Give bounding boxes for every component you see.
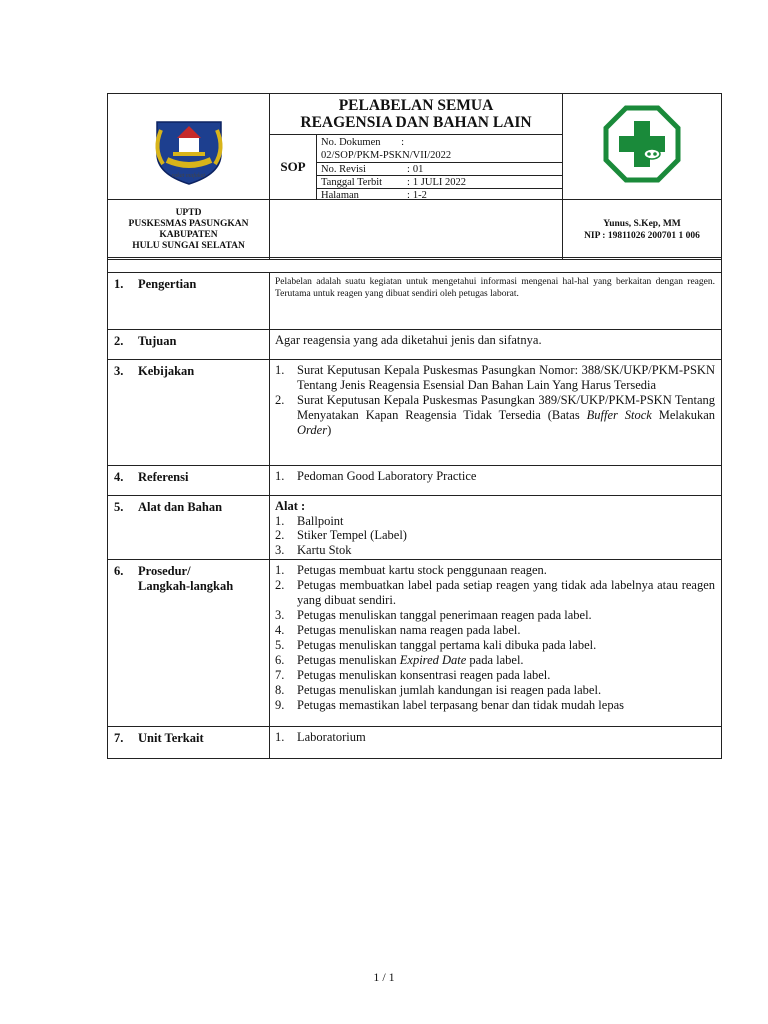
list-item: 3. Kartu Stok: [275, 542, 352, 557]
alat-heading: Alat :: [275, 499, 306, 513]
section-label: Referensi: [138, 470, 189, 484]
spacer-row: [108, 258, 722, 273]
meta-page-label: Halaman: [321, 190, 359, 201]
section-referensi: 4. Referensi 1. Pedoman Good Laboratory Practice: [108, 466, 722, 496]
meta-page-value: 1-2: [412, 190, 427, 201]
page-number: 1 / 1: [373, 970, 395, 984]
meta-doc-label: No. Dokumen: [321, 137, 381, 148]
section-alat-bahan: 5. Alat dan Bahan Alat : 1. Ballpoint 2. Stiker Tempel (Label) 3. Kartu Stok: [108, 496, 722, 560]
section-label: Prosedur/: [138, 564, 191, 578]
list-item: 3. Petugas menuliskan tanggal penerimaan reagen pada label.: [275, 608, 592, 622]
list-item: 2. Surat Keputusan Kepala Puskesmas Pasungkan 389/SK/UKP/PKM-PSKN Tentang Menyatakan Kapan Reagensia Tidak Tersedia (Batas Buffer Stock Melakukan Order): [275, 393, 715, 437]
section-kebijakan: 3. Kebijakan 1. Surat Keputusan Kepala Puskesmas Pasungkan Nomor: 388/SK/UKP/PKM-PSKN Tentang Jenis Reagensia Esensial Dan Bahan Lain Yang Harus Tersedia 2. Surat Keputusan Kepala Puskesmas Pasungkan 389/SK/UKP/PKM-PSKN Tentang Menyatakan Kapan Reagensia Tidak Tersedia (Batas Buffer Stock Melakukan Order): [108, 360, 722, 466]
signatory-name: Yunus, S.Kep, MM: [603, 218, 681, 229]
list-item: 8. Petugas menuliskan jumlah kandungan isi reagen pada label.: [275, 683, 602, 697]
list-item: 6. Petugas menuliskan Expired Date pada label.: [275, 653, 524, 667]
section-label: Pengertian: [138, 277, 197, 291]
list-item: 1. Ballpoint: [275, 513, 344, 528]
section-pengertian: 1. Pengertian Pelabelan adalah suatu kegiatan untuk mengetahui informasi mengenai hal-hal yang berkaitan dengan reagen. Terutama untuk reagen yang dibuat sendiri oleh petugas laborat.: [108, 273, 722, 330]
section-unit-terkait: 7. Unit Terkait 1. Laboratorium: [108, 727, 722, 759]
list-item: 9. Petugas memastikan label terpasang benar dan tidak mudah lepas: [275, 698, 624, 712]
pengertian-text: Pelabelan adalah suatu kegiatan untuk mengetahui informasi mengenai hal-hal yang berkaitan dengan reagen. Terutama untuk reagen yang dibuat sendiri oleh petugas laborat.: [270, 273, 722, 330]
signatory-block: [563, 200, 722, 260]
sop-content-table: [107, 257, 722, 759]
list-item: 1. Surat Keputusan Kepala Puskesmas Pasungkan Nomor: 388/SK/UKP/PKM-PSKN Tentang Jenis Reagensia Esensial Dan Bahan Lain Yang Harus Tersedia: [275, 363, 715, 392]
section-label: Kebijakan: [138, 364, 195, 378]
document-meta: No. Dokumen : 02/SOP/PKM-PSKN/VII/2022 No. Revisi : 01 Tanggal Terbit : 1 JULI 2022 Halaman : 1-2: [317, 135, 562, 199]
meta-doc-value: 02/SOP/PKM-PSKN/VII/2022: [321, 150, 452, 161]
organization-name: UPTD PUSKESMAS PASUNGKAN KABUPATEN HULU SUNGAI SELATAN: [108, 200, 270, 260]
emblem-motto: rakat mufakat: [171, 173, 206, 179]
empty-header-cell: [270, 200, 563, 260]
meta-revision-label: No. Revisi: [321, 164, 366, 175]
meta-date-label: Tanggal Terbit: [321, 177, 383, 188]
meta-date-value: 1 JULI 2022: [412, 177, 467, 188]
document-title-line1: PELABELAN SEMUA: [338, 97, 494, 114]
title-and-meta-cell: [270, 94, 563, 200]
section-prosedur: 6. Prosedur/ Langkah-langkah 1. Petugas membuat kartu stock penggunaan reagen. 2. Petugas membuatkan label pada setiap reagen yang tidak ada labelnya atau reagen yang dibuat sendiri. 3. Petugas menuliskan tanggal penerimaan reagen pada label. 4. Petugas menuliskan nama reagen pada label. 5. Petugas menuliskan tanggal pertama kali dibuka pada label. 6. Petugas menuliskan Expired Date pada label. 7. Petugas menuliskan konsentrasi reagen pada label. 8. Petugas menuliskan jumlah kandungan isi reagen pada label. 9. Petugas memastikan label terpasang benar dan tidak mudah lepas: [108, 560, 722, 727]
meta-revision-value: 01: [412, 164, 424, 175]
sop-label: SOP: [270, 135, 317, 199]
list-item: 4. Petugas menuliskan nama reagen pada label.: [275, 623, 521, 637]
puskesmas-logo-cell: [563, 94, 722, 200]
signatory-nip: NIP : 19811026 200701 1 006: [584, 230, 700, 241]
list-item: 1. Pedoman Good Laboratory Practice: [275, 469, 477, 483]
section-label: Alat dan Bahan: [138, 500, 223, 514]
list-item: 1. Petugas membuat kartu stock penggunaan reagen.: [275, 563, 547, 577]
list-item: 2. Petugas membuatkan label pada setiap reagen yang tidak ada labelnya atau reagen yang dibuat sendiri.: [275, 578, 715, 607]
puskesmas-logo-icon: [603, 105, 681, 183]
list-item: 2. Stiker Tempel (Label): [275, 528, 407, 542]
section-tujuan: 2. Tujuan Agar reagensia yang ada diketahui jenis dan sifatnya.: [108, 330, 722, 360]
list-item: 5. Petugas menuliskan tanggal pertama kali dibuka pada label.: [275, 638, 597, 652]
list-item: 7. Petugas menuliskan konsentrasi reagen pada label.: [275, 668, 551, 682]
section-label: Unit Terkait: [138, 731, 204, 745]
tujuan-text: Agar reagensia yang ada diketahui jenis dan sifatnya.: [270, 330, 722, 360]
list-item: 1. Laboratorium: [275, 730, 366, 744]
sop-header-table: [107, 93, 722, 260]
document-title-line2: REAGENSIA DAN BAHAN LAIN: [300, 114, 532, 131]
section-label: Tujuan: [138, 334, 177, 348]
regency-logo-cell: [108, 94, 270, 200]
